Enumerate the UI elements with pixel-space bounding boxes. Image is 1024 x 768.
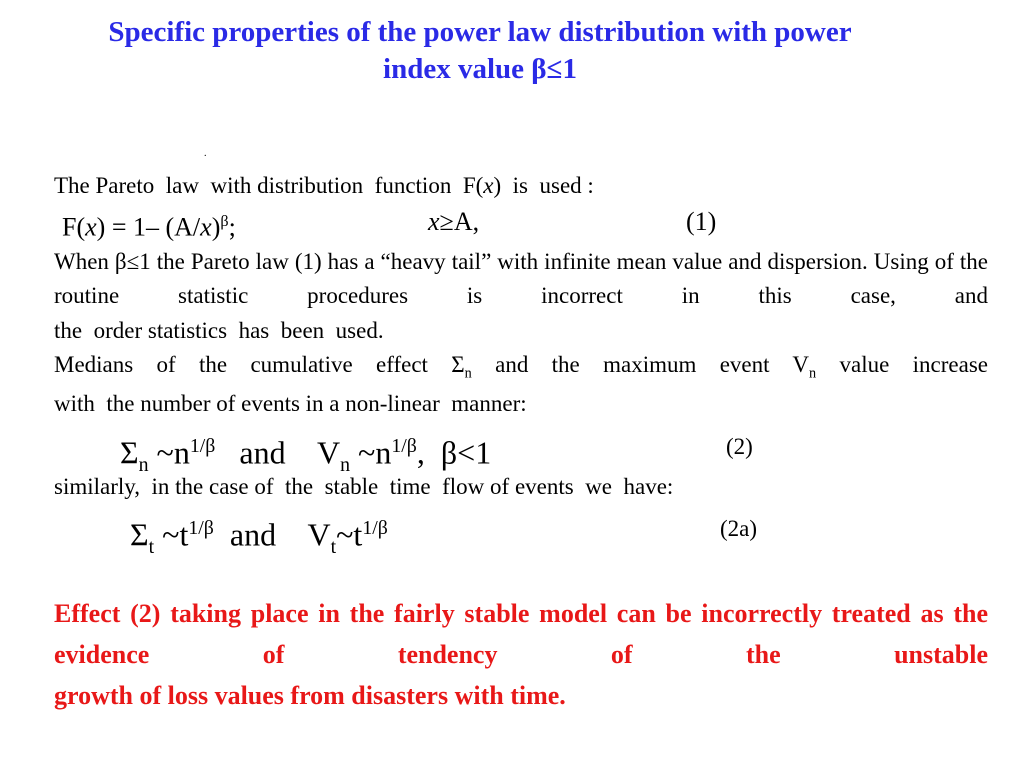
eq-2a-sub-1: t <box>148 536 155 559</box>
paragraph-1-last-line: the order statistics has been used. <box>54 318 384 343</box>
conclusion-paragraph: Effect (2) taking place in the fairly stable model can be incorrectly treated as the evidence of tendency of the unstable <box>54 599 988 669</box>
formula-1-cond: ≥A, <box>439 207 480 236</box>
para-2-b: and the maximum event V <box>471 352 810 377</box>
intro-var: x <box>483 173 494 198</box>
formula-1-condition <box>428 207 479 237</box>
title-line-2: index value β≤1 <box>383 53 577 85</box>
paragraph-2 <box>54 348 988 391</box>
para-2-b-sub: n <box>809 365 817 382</box>
formula-1 <box>62 207 236 243</box>
eq-2-sigma: Σ <box>120 434 139 471</box>
paragraph-1: When β≤1 the Pareto law (1) has a “heavy tail” with infinite mean value and dispersion. Using of the routine statistic procedures is incorrect in this case, and <box>54 249 988 308</box>
equation-2a-number: (2a) <box>720 516 758 541</box>
eq-2a-sup-2: 1/β <box>362 517 388 539</box>
para-2-a-sub: n <box>464 365 472 382</box>
similarly-line: similarly, in the case of the stable time flow of events we have: <box>54 474 674 499</box>
stray-dot: . <box>204 148 207 159</box>
eq-2a-sub-2: t <box>330 536 337 559</box>
eq-2-term-2: ~n <box>350 434 392 471</box>
intro-suffix: ) is used : <box>493 173 594 198</box>
eq-2a-term-1: ~t <box>154 516 189 553</box>
eq-2-sub-1: n <box>138 454 149 477</box>
formula-1-cond-var: x <box>428 207 440 236</box>
eq-2-sup-1: 1/β <box>189 435 216 457</box>
intro-line <box>54 171 594 201</box>
title-line-1: Specific properties of the power law distribution with power <box>108 16 852 48</box>
formula-1-exponent: β <box>220 213 229 230</box>
formula-1-mid: ) = 1– (A/ <box>96 212 201 242</box>
formula-1-close: ) <box>211 212 221 242</box>
para-2-c: value increase <box>816 352 988 377</box>
equation-2-number: (2) <box>726 434 753 459</box>
eq-2a-sup-1: 1/β <box>188 517 214 539</box>
paragraph-2-last-line: with the number of events in a non-linear manner: <box>54 391 527 416</box>
intro-prefix: The Pareto law with distribution function F( <box>54 173 484 198</box>
eq-2a-sigma: Σ <box>130 516 149 553</box>
eq-2-term-1: ~n <box>148 434 190 471</box>
formula-1-x2: x <box>200 212 212 242</box>
para-2-a: Medians of the cumulative effect Σ <box>54 352 465 377</box>
formula-1-semicolon: ; <box>228 212 236 242</box>
eq-2-sub-2: n <box>340 454 351 477</box>
formula-1-number: (1) <box>686 207 717 236</box>
equation-2a <box>130 508 388 567</box>
eq-2-and: and V <box>215 434 341 471</box>
slide-title <box>0 14 960 88</box>
formula-1-x1: x <box>85 212 97 242</box>
eq-2a-and: and V <box>213 516 331 553</box>
formula-1-lhs: F( <box>62 212 86 242</box>
eq-2-sup-2: 1/β <box>391 435 417 457</box>
eq-2-condition: , β<1 <box>416 434 492 471</box>
conclusion-last-line: growth of loss values from disasters with time. <box>54 681 566 710</box>
eq-2a-term-2: ~t <box>336 516 363 553</box>
